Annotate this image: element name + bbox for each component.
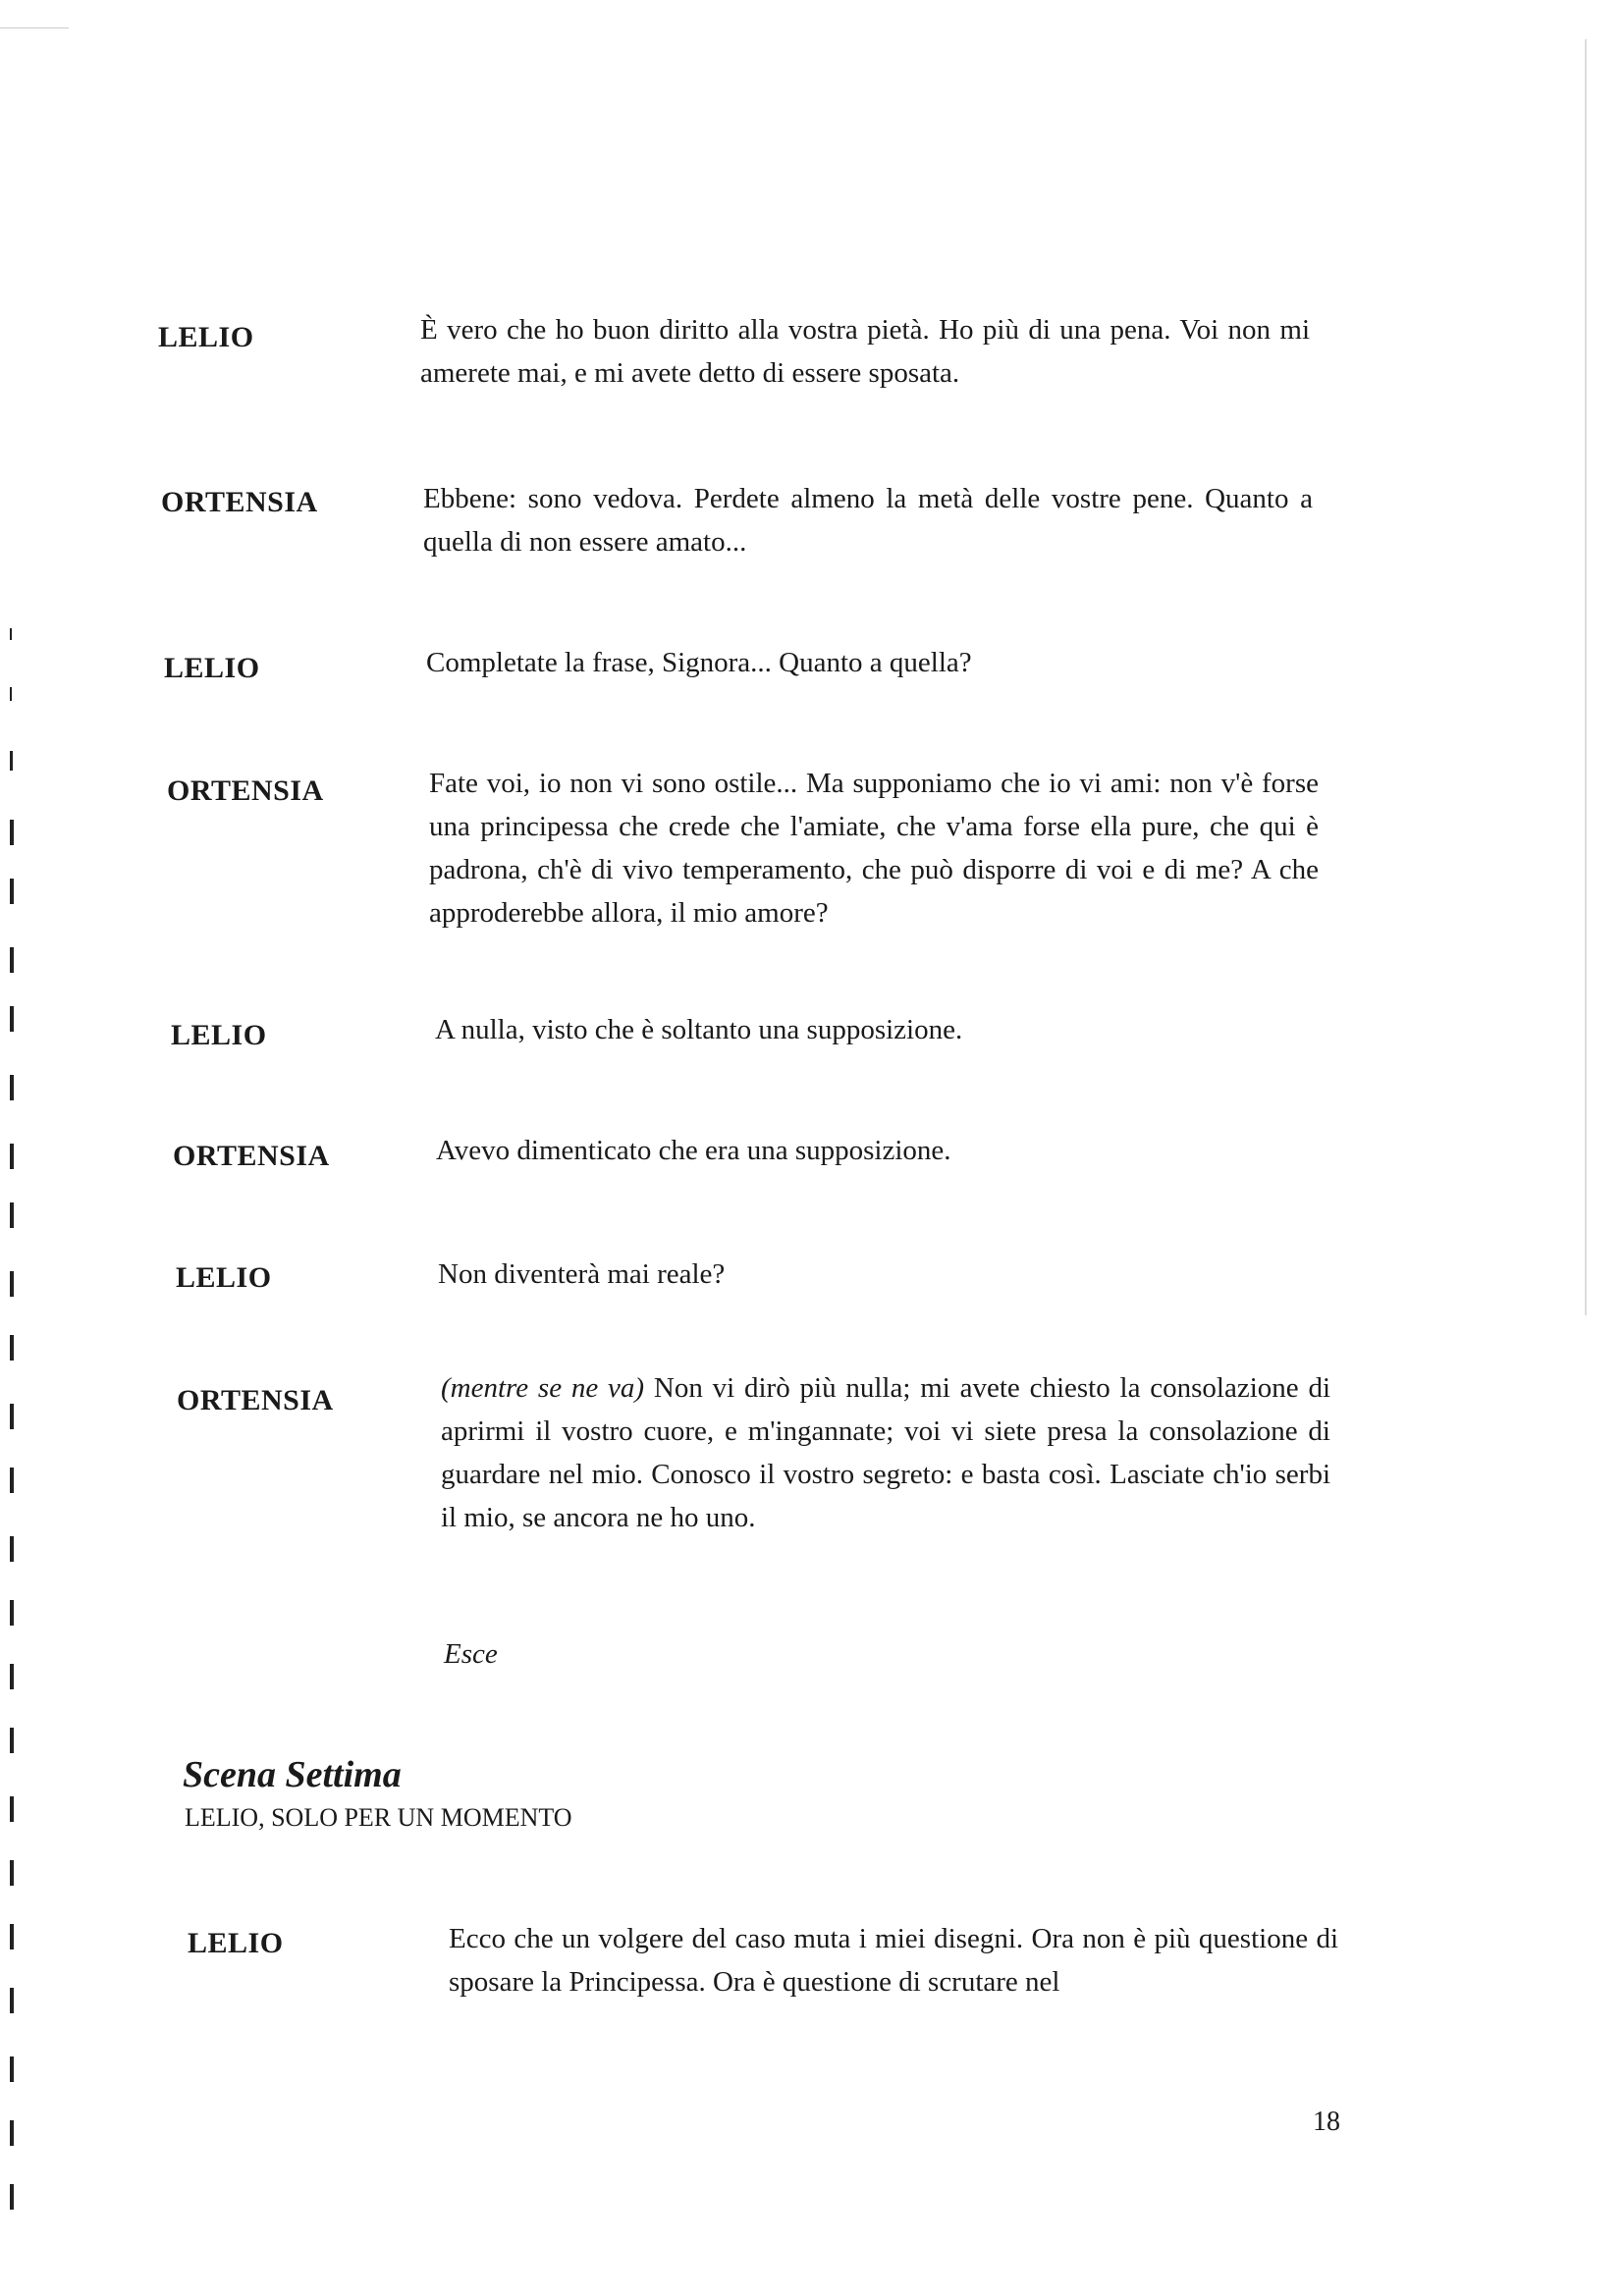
- dialogue-text: Avevo dimenticato che era una supposizione.: [436, 1135, 951, 1166]
- dialogue-text: Fate voi, io non vi sono ostile... Ma supponiamo che io vi ami: non v'è forse una principessa che crede che l'amiate, che v'ama forse ella pure, che qui è padrona, ch'è di vivo temperamento, che può disporre di voi e di me? A che approderebbe allora, il mio amore?: [429, 768, 1319, 929]
- dialogue-text: A nulla, visto che è soltanto una supposizione.: [435, 1014, 963, 1045]
- page-number: 18: [1313, 2107, 1340, 2137]
- speaker-name: LELIO: [164, 652, 260, 684]
- scan-edge-right: [1585, 39, 1587, 1315]
- stage-direction: (mentre se ne va): [441, 1372, 645, 1404]
- speaker-name: ORTENSIA: [173, 1140, 330, 1172]
- speaker-name: ORTENSIA: [177, 1384, 334, 1416]
- speaker-name: LELIO: [171, 1019, 267, 1051]
- scene-subtitle: LELIO, SOLO PER UN MOMENTO: [185, 1803, 572, 1832]
- speaker-name: LELIO: [158, 321, 254, 353]
- scan-edge-line: [0, 27, 69, 28]
- dialogue-text: [441, 1366, 1330, 1539]
- speaker-name: ORTENSIA: [161, 486, 318, 518]
- exit-direction: Esce: [444, 1638, 498, 1670]
- speaker-name: LELIO: [188, 1927, 284, 1959]
- dialogue-text: Non diventerà mai reale?: [438, 1258, 726, 1290]
- scene-title: Scena Settima: [183, 1754, 402, 1795]
- speaker-name: LELIO: [176, 1261, 272, 1294]
- dialogue-text: È vero che ho buon diritto alla vostra pietà. Ho più di una pena. Voi non mi amerete mai, e mi avete detto di essere sposata.: [420, 314, 1310, 389]
- dialogue-text: Ecco che un volgere del caso muta i miei disegni. Ora non è più questione di sposare la Principessa. Ora è questione di scrutare nel: [449, 1923, 1338, 1998]
- dialogue-text: Completate la frase, Signora... Quanto a quella?: [426, 647, 972, 678]
- dialogue-text: Ebbene: sono vedova. Perdete almeno la metà delle vostre pene. Quanto a quella di non essere amato...: [423, 483, 1313, 558]
- speaker-name: ORTENSIA: [167, 774, 324, 807]
- dialogue-text-body: Non vi dirò più nulla; mi avete chiesto la consolazione di aprirmi il vostro cuore, e m'ingannate; voi vi siete presa la consolazione di guardare nel mio. Conosco il vostro segreto: e basta così. Lasciate ch'io serbi il mio, se ancora ne ho uno.: [441, 1372, 1331, 1533]
